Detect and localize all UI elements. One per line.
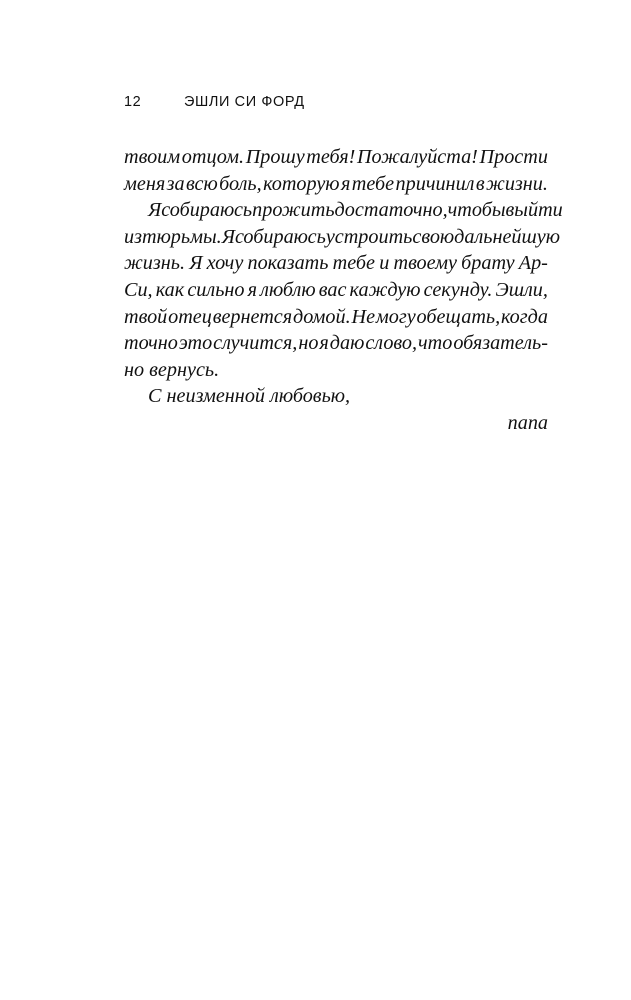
word: выйти [505,199,563,222]
word: Я [148,199,162,222]
word: Прошу [245,146,305,168]
running-head [124,94,544,116]
word: свою [412,225,455,248]
text-line [124,304,548,331]
word: жизни. [486,172,548,195]
word: когда [500,305,548,328]
word: слово, [365,332,418,355]
word: отцом. [181,146,245,168]
word: тебе [332,252,376,275]
word: это [178,332,213,355]
word: дальнейшую [454,225,560,248]
word: случится, [213,332,298,355]
word: как [155,278,185,301]
text-line: но вернусь. [124,358,220,381]
text-line [124,250,548,277]
word: я [247,278,258,301]
word: точно [124,332,178,355]
word: вернется [212,305,293,328]
word: причинил [395,172,475,195]
word: прожить [252,199,335,222]
word: Ар- [518,252,548,275]
word: что [418,332,453,355]
word: Я [189,252,203,275]
text-line [124,224,560,251]
word: тюрьмы. [141,225,222,248]
word: твоим [124,146,181,168]
word: твоему [393,252,457,275]
word: жизнь. [124,252,185,275]
word: Си, [124,278,153,301]
word: за [166,172,185,195]
word: которую [263,172,340,195]
word: каждую [349,278,421,301]
word: я [340,172,351,195]
word: Не [351,305,376,328]
text-line [124,144,548,171]
text-line [124,330,548,357]
word: люблю [260,278,316,301]
word: меня [124,172,166,195]
word: устроить [325,225,413,248]
word: в [475,172,485,195]
word: показать [247,252,329,275]
word: отец [168,305,212,328]
word: обязатель- [453,332,548,355]
word: обещать, [416,305,501,328]
word: Я [221,225,235,248]
word: даю [329,332,365,355]
signature: папа [507,411,548,434]
word: но [298,332,319,355]
running-head-author: ЭШЛИ СИ ФОРД [184,94,305,110]
word: чтобы [447,199,506,222]
word: тебя! [306,146,356,168]
word: боль, [219,172,262,195]
word: Эшли, [495,278,548,301]
word: собираюсь [161,199,253,222]
word: сильно [187,278,245,301]
text-line [124,171,548,198]
word: собираюсь [234,225,326,248]
word: могу [375,305,416,328]
word: Пожалуйста! [356,146,478,168]
word: из [124,225,142,248]
word: домой. [292,305,351,328]
word: достаточно, [334,199,448,222]
letter-text [124,144,563,437]
word: тебе [351,172,395,195]
word: секунду. [423,278,493,301]
word: твой [124,305,168,328]
word: всю [186,172,218,195]
word: я [319,332,329,355]
word: брату [461,252,515,275]
word: Прости [479,146,548,168]
page-number: 12 [124,94,142,110]
word: и [379,252,390,275]
closing-line: С неизменной любовью, [148,385,351,408]
text-line [124,277,548,304]
word: хочу [206,252,244,275]
word: вас [318,278,347,301]
text-line [124,197,563,224]
